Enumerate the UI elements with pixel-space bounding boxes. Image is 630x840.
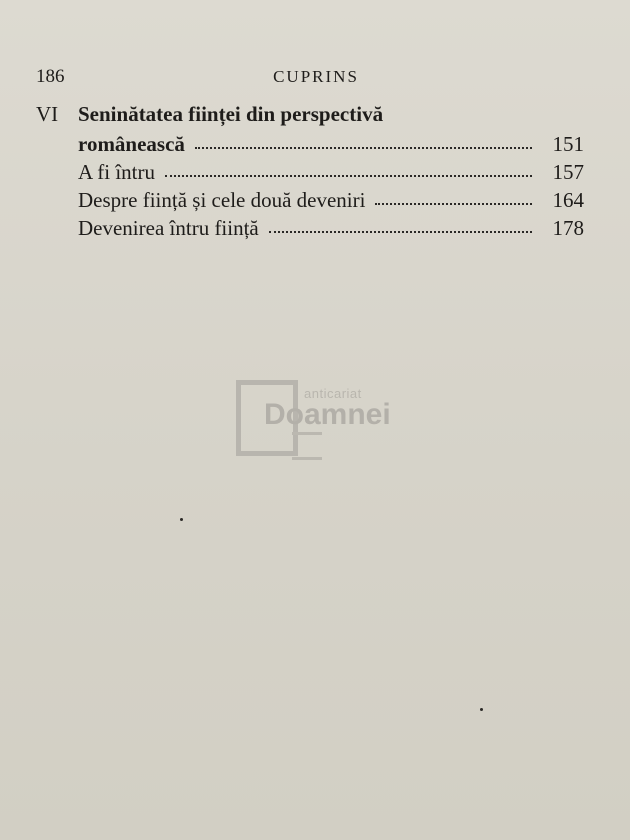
dot-leader bbox=[195, 129, 532, 149]
table-of-contents bbox=[36, 100, 584, 242]
dot-leader bbox=[375, 185, 532, 205]
running-title: CUPRINS bbox=[273, 67, 359, 86]
chapter-title-line1: Seninătatea ființei din perspectivă bbox=[78, 102, 384, 126]
page-number: 186 bbox=[36, 66, 65, 87]
show-through-text bbox=[330, 240, 630, 840]
chapter-title-line2: românească bbox=[78, 132, 185, 156]
toc-entry[interactable] bbox=[36, 214, 584, 242]
toc-entry-page: 157 bbox=[552, 160, 584, 184]
chapter-heading bbox=[36, 100, 584, 130]
watermark-big-text: Doamnei bbox=[264, 398, 391, 431]
dot-leader bbox=[269, 213, 532, 233]
paper-speck bbox=[480, 708, 483, 711]
page-header bbox=[36, 66, 596, 90]
watermark-logo bbox=[236, 380, 406, 460]
toc-entry-label: Devenirea întru ființă bbox=[78, 216, 259, 240]
paper-speck bbox=[180, 518, 183, 521]
toc-entry[interactable] bbox=[36, 158, 584, 186]
toc-entry-label: Despre ființă și cele două deveniri bbox=[78, 188, 366, 212]
toc-entry-label: A fi întru bbox=[78, 160, 155, 184]
chapter-page: 151 bbox=[552, 132, 584, 156]
toc-entry-page: 164 bbox=[552, 188, 584, 212]
chapter-roman-numeral: VI bbox=[36, 102, 59, 126]
dot-leader bbox=[165, 157, 532, 177]
watermark-small-text: anticariat bbox=[304, 386, 362, 401]
toc-entry-chapter[interactable] bbox=[36, 130, 584, 158]
books-icon bbox=[292, 432, 322, 460]
toc-entry[interactable] bbox=[36, 186, 584, 214]
toc-entry-page: 178 bbox=[552, 216, 584, 240]
